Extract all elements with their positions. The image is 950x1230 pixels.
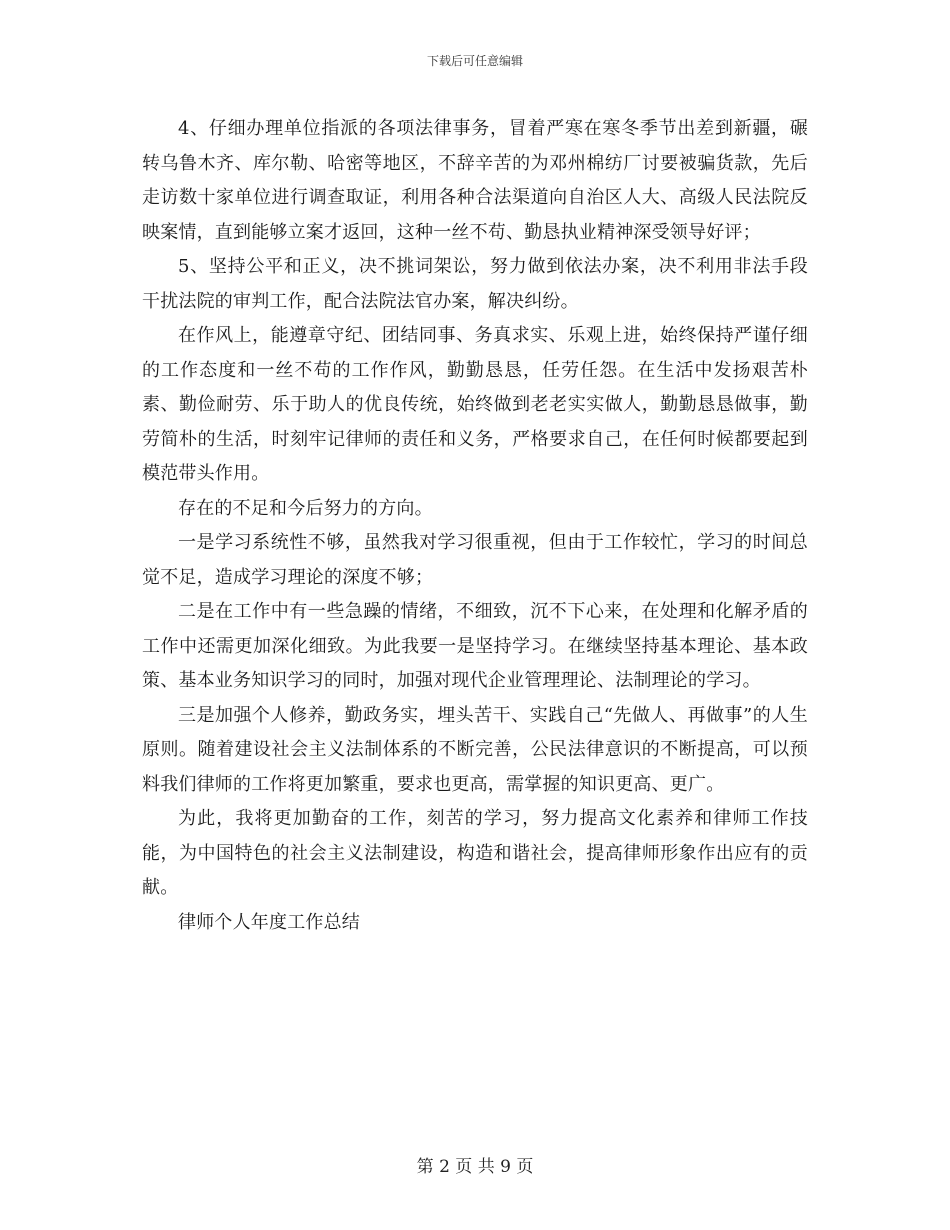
paragraph-item-4: 4、仔细办理单位指派的各项法律事务，冒着严寒在寒冬季节出差到新疆，碾转乌鲁木齐、库尔勒、哈密等地区，不辞辛苦的为邓州棉纺厂讨要被骗货款，先后走访数十家单位进行调查取证，利用各种合法渠道向自治区人大、高级人民法院反映案情，直到能够立案才返回，这种一丝不苟、勤恳执业精神深受领导好评； [142,118,808,243]
paragraph-conclusion: 为此，我将更加勤奋的工作，刻苦的学习，努力提高文化素养和律师工作技能，为中国特色的社会主义法制建设，构造和谐社会，提高律师形象作出应有的贡献。 [142,808,808,898]
paragraph-next-title: 律师个人年度工作总结 [178,911,360,933]
paragraph-shortcoming-2: 二是在工作中有一些急躁的情绪，不细致，沉不下心来，在处理和化解矛盾的工作中还需更加深化细致。为此我要一是坚持学习。在继续坚持基本理论、基本政策、基本业务知识学习的同时，加强对现代企业管理理论、法制理论的学习。 [142,601,808,691]
page-number-footer: 第 2 页 共 9 页 [416,1157,534,1177]
paragraph-work-style: 在作风上，能遵章守纪、团结同事、务真求实、乐观上进，始终保持严谨仔细的工作态度和一丝不苟的工作作风，勤勤恳恳，任劳任怨。在生活中发扬艰苦朴素、勤俭耐劳、乐于助人的优良传统，始终做到老老实实做人，勤勤恳恳做事，勤劳简朴的生活，时刻牢记律师的责任和义务，严格要求自己，在任何时候都要起到模范带头作用。 [142,325,808,484]
paragraph-shortcomings-heading: 存在的不足和今后努力的方向。 [178,497,433,519]
paragraph-item-5: 5、坚持公平和正义，决不挑词架讼，努力做到依法办案，决不利用非法手段干扰法院的审判工作，配合法院法官办案，解决纠纷。 [142,256,808,312]
page-header: 下载后可任意编辑 [426,54,523,68]
paragraph-shortcoming-3: 三是加强个人修养，勤政务实，埋头苦干、实践自己“先做人、再做事”的人生原则。随着建设社会主义法制体系的不断完善，公民法律意识的不断提高，可以预料我们律师的工作将更加繁重，要求也更高，需掌握的知识更高、更广。 [142,704,808,795]
paragraph-shortcoming-1: 一是学习系统性不够，虽然我对学习很重视，但由于工作较忙，学习的时间总觉不足，造成学习理论的深度不够； [142,532,808,588]
document-body [142,112,808,940]
